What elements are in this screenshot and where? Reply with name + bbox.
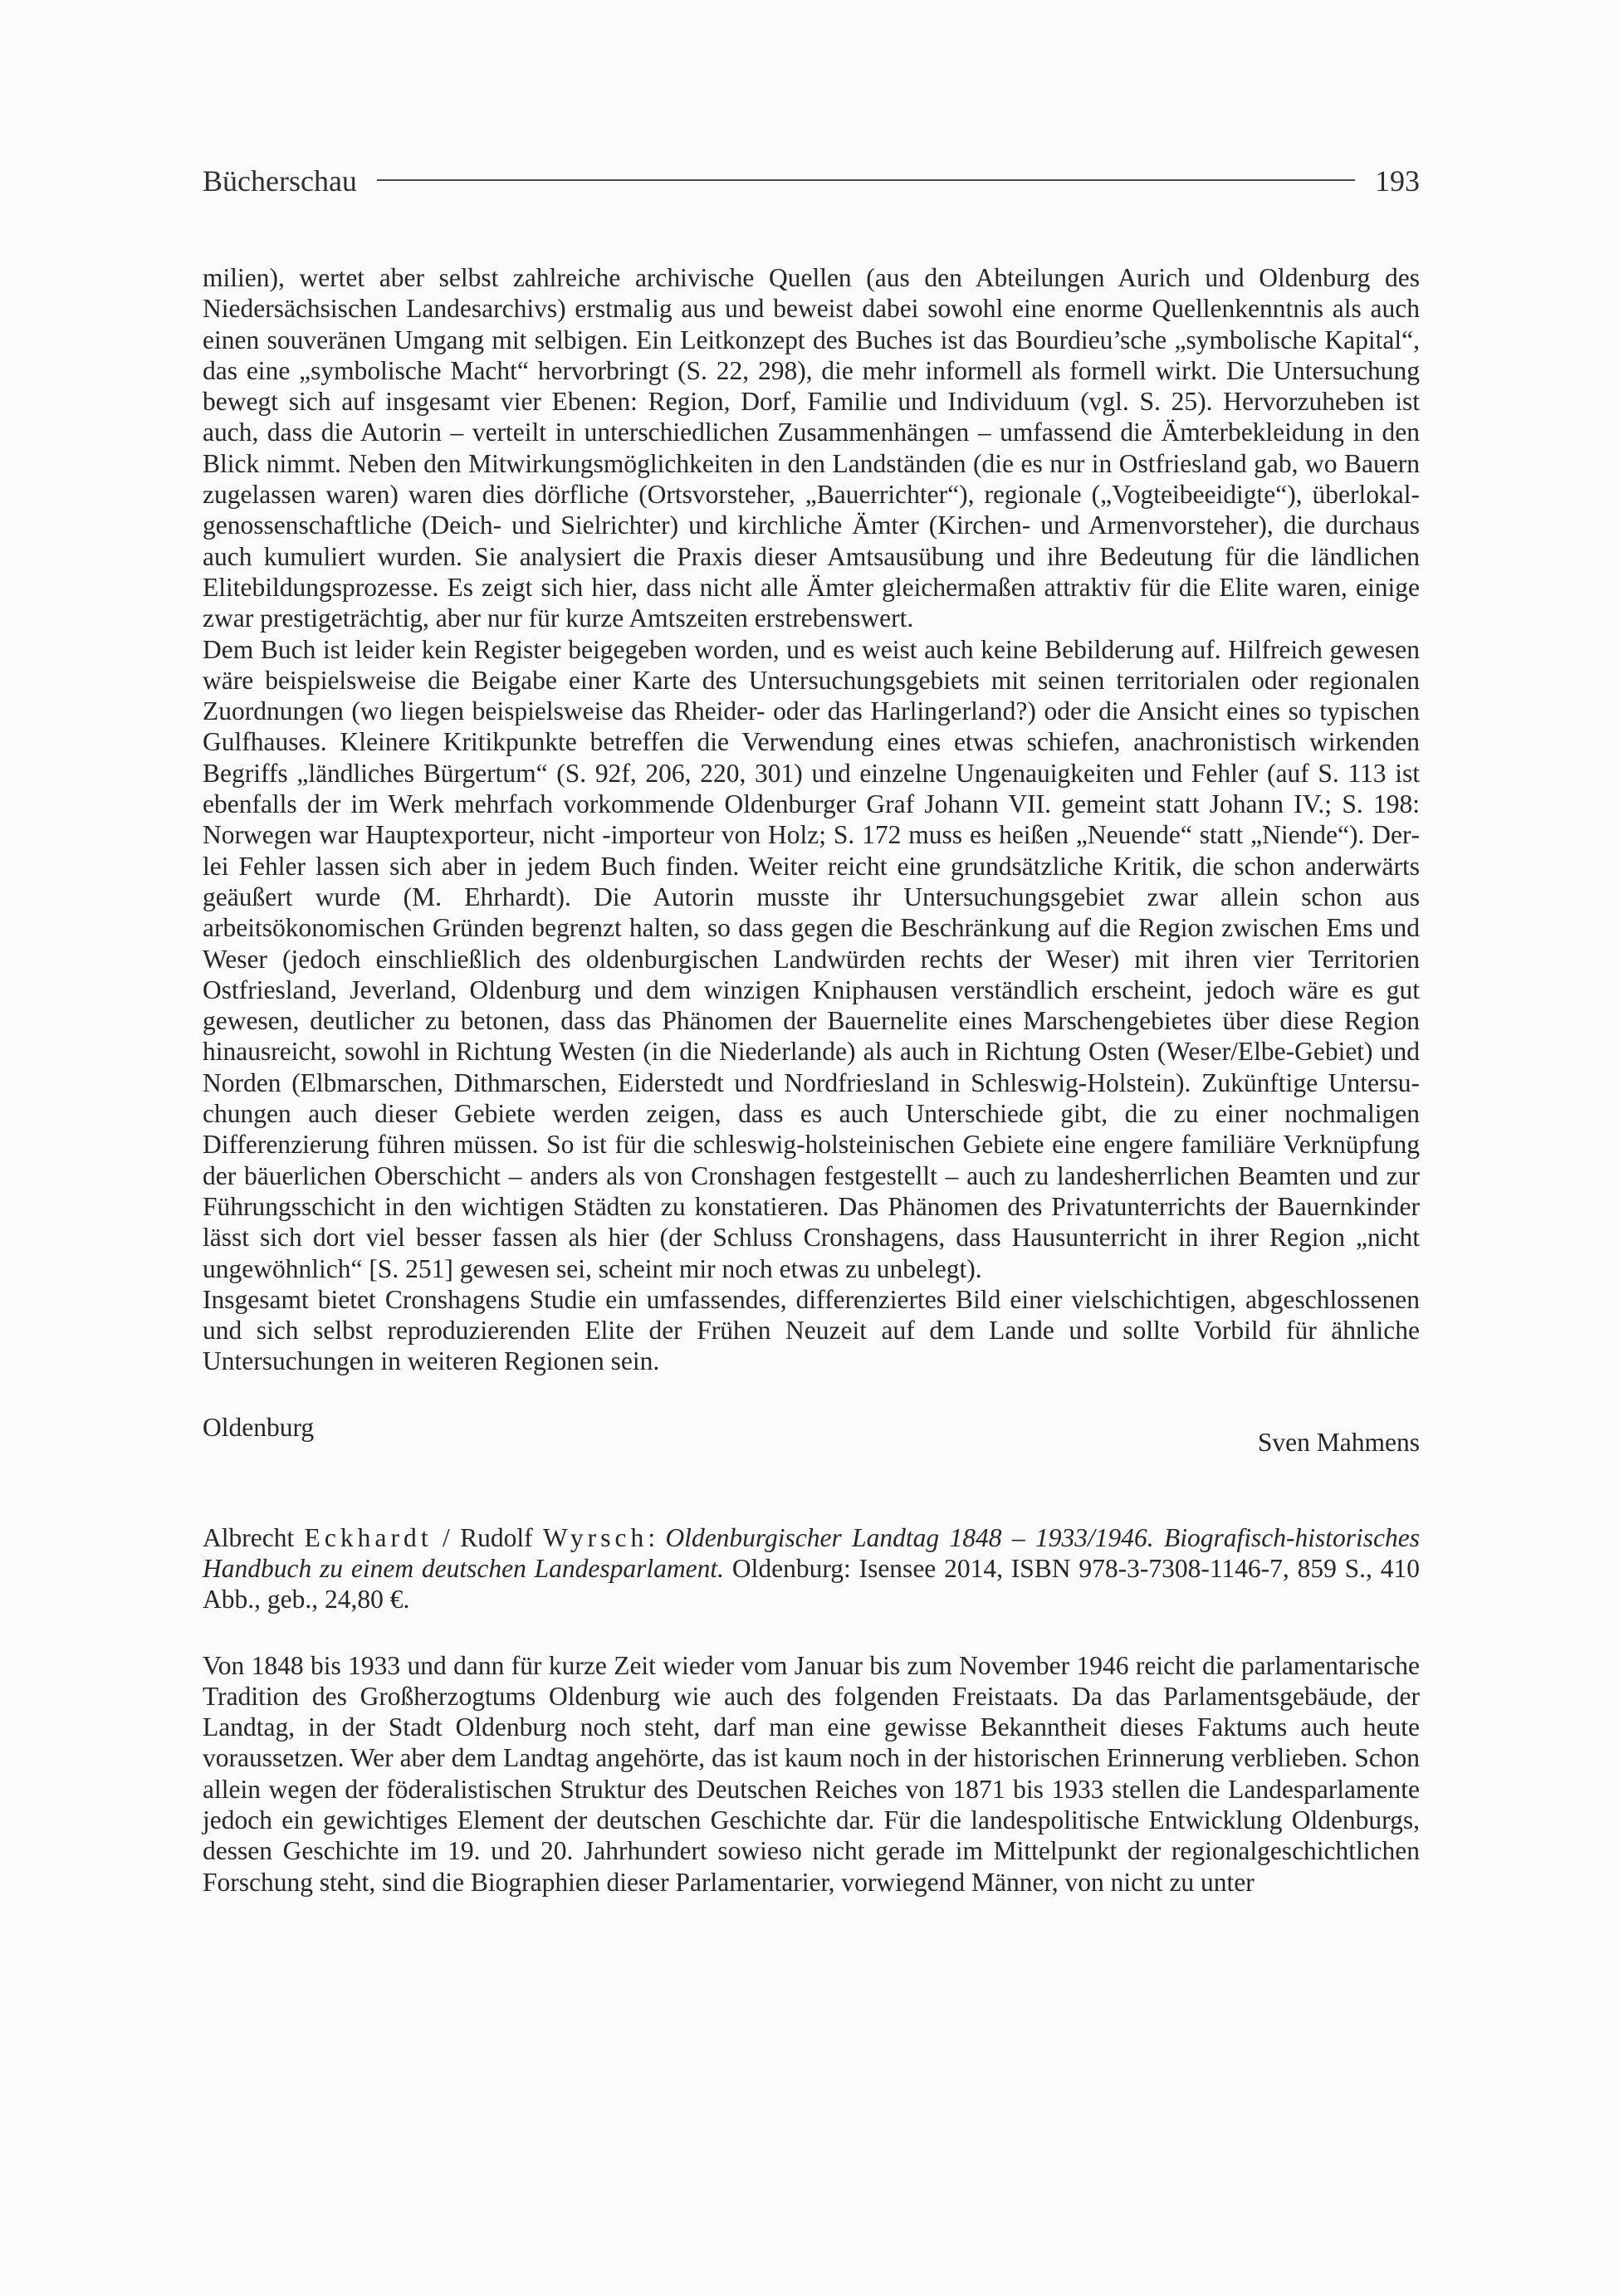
header-rule bbox=[377, 179, 1355, 181]
author2-first: Rudolf bbox=[460, 1522, 533, 1552]
reference-colon: : bbox=[648, 1522, 666, 1552]
review-one-paragraph-3: Insgesamt bietet Cronshagens Studie ein umfassendes, differenziertes Bild einer vielschichtigen, abgeschlossenen und sich selbst reproduzierenden Elite der Frühen Neuzeit auf dem Lande und sollte Vorbild für ähnliche Untersuchungen in weiteren Regionen sein. bbox=[203, 1284, 1420, 1376]
reviewer-name: Sven Mahmens bbox=[1257, 1427, 1420, 1457]
review-one-paragraph-2: Dem Buch ist leider kein Register beigegeben worden, und es weist auch keine Bebilderung auf. Hilfreich gewesen wäre beispielsweise die Beigabe einer Karte des Untersuchungsgebiets mit seinen territorialen oder regionalen Zuordnungen (wo liegen beispielsweise das Rheider- oder das Harlingerland?) oder die Ansicht eines so typischen Gulfhauses. Kleinere Kritikpunkte betreffen die Verwendung eines etwas schiefen, anachronistisch wirkenden Begriffs „ländliches Bürgertum“ (S. 92f, 206, 220, 301) und einzelne Ungenauigkeiten und Fehler (auf S. 113 ist ebenfalls der im Werk mehrfach vorkommende Oldenburger Graf Johann VII. gemeint statt Johann IV.; S. 198: Norwegen war Hauptexporteur, nicht -importeur von Holz; S. 172 muss es heißen „Neuende“ statt „Niende“). Derlei Fehler lassen sich aber in jedem Buch finden. Weiter reicht eine grundsätzliche Kritik, die schon anderwärts geäußert wurde (M. Ehrhardt). Die Autorin musste ihr Untersuchungsgebiet zwar allein schon aus arbeitsökonomischen Gründen begrenzt halten, so dass gegen die Beschränkung auf die Region zwischen Ems und Weser (jedoch einschließlich des oldenburgischen Landwürden rechts der Weser) mit ihren vier Territorien Ostfriesland, Jeverland, Oldenburg und dem winzigen Kniphausen verständlich erscheint, jedoch wäre es gut gewesen, deutlicher zu betonen, dass das Phänomen der Bauernelite eines Marschengebietes über diese Region hinausreicht, sowohl in Richtung Westen (in die Niederlande) als auch in Richtung Osten (Weser/Elbe-Gebiet) und Norden (Elbmarschen, Dithmarschen, Eiderstedt und Nordfriesland in Schleswig-Holstein). Zukünftige Untersuchungen auch dieser Gebiete werden zeigen, dass es auch Unterschiede gibt, die zu einer nochmaligen Differenzierung führen müssen. So ist für die schleswig-holsteinischen Gebiete eine engere familiäre Verknüpfung der bäuerlichen Oberschicht – anders als von Cronshagen festgestellt – auch zu landesherrlichen Beamten und zur Führungsschicht in den wichtigen Städten zu konstatieren. Das Phänomen des Privatunterrichts der Bauernkinder lässt sich dort viel besser fassen als hier (der Schluss Cronshagens, dass Hausunterricht in ihrer Region „nicht ungewöhnlich“ [S. 251] gewesen sei, scheint mir noch etwas zu unbelegt). bbox=[203, 634, 1420, 1283]
author-separator: / bbox=[432, 1522, 461, 1552]
book-reference bbox=[203, 1522, 1420, 1615]
author2-surname: Wyrsch bbox=[543, 1522, 648, 1552]
review-place: Oldenburg bbox=[203, 1412, 315, 1442]
author1-surname: Eckhardt bbox=[304, 1522, 433, 1552]
review-two bbox=[203, 1650, 1420, 1898]
section-title: Bücherschau bbox=[203, 164, 357, 198]
author1-first: Albrecht bbox=[203, 1522, 295, 1552]
review-two-paragraph-1: Von 1848 bis 1933 und dann für kurze Zeit wieder vom Januar bis zum November 1946 reicht die parlamentarische Tradition des Großherzogtums Oldenburg wie auch des folgenden Freistaats. Da das Parlamentsgebäude, der Landtag, in der Stadt Oldenburg noch steht, darf man eine gewisse Bekanntheit dieses Faktums auch heute voraussetzen. Wer aber dem Landtag angehörte, das ist kaum noch in der historischen Erinnerung verblieben. Schon allein wegen der föderalistischen Struktur des Deutschen Reiches von 1871 bis 1933 stellen die Landesparlamente jedoch ein gewichtiges Element der deutschen Geschichte dar. Für die landespolitische Entwicklung Oldenburgs, dessen Geschichte im 19. und 20. Jahrhundert sowieso nicht gerade im Mittelpunkt der regionalgeschichtlichen Forschung steht, sind die Biographien dieser Parlamentarier, vorwiegend Männer, von nicht zu unter bbox=[203, 1650, 1420, 1897]
review-one bbox=[203, 262, 1420, 1377]
book-details: Oldenburg: Isensee 2014, ISBN 978-3-7308-1146-7, 859 S., 410 Abb., geb., 24,80 €. bbox=[203, 1553, 1420, 1615]
book-title: Oldenburgischer Landtag 1848 – 1933/1946. Biografisch-historisches Handbuch zu einem deutschen Landesparlament. bbox=[203, 1522, 1420, 1583]
review-one-signature bbox=[203, 1412, 1420, 1457]
book-page bbox=[203, 163, 1420, 1898]
review-one-paragraph-1: milien), wertet aber selbst zahlreiche archivische Quellen (aus den Abteilungen Aurich und Oldenburg des Niedersächsischen Landesarchivs) erstmalig aus und beweist dabei sowohl eine enorme Quellenkenntnis als auch einen souveränen Umgang mit selbigen. Ein Leitkonzept des Buches ist das Bourdieu’sche „symbolische Kapital“, das eine „symbolische Macht“ hervorbringt (S. 22, 298), die mehr informell als formell wirkt. Die Untersuchung bewegt sich auf insgesamt vier Ebenen: Region, Dorf, Familie und Individuum (vgl. S. 25). Hervorzuheben ist auch, dass die Autorin – verteilt in unterschiedlichen Zusammenhängen – umfassend die Ämterbekleidung in den Blick nimmt. Neben den Mitwirkungsmöglichkeiten in den Landständen (die es nur in Ostfriesland gab, wo Bauern zugelassen waren) waren dies dörfliche (Ortsvorsteher, „Bauerrichter“), regionale („Vogteibeeidigte“), überlokal-genossenschaftliche (Deich- und Sielrichter) und kirchliche Ämter (Kirchen- und Armenvorsteher), die durchaus auch kumuliert wurden. Sie analysiert die Praxis dieser Amtsausübung und ihre Bedeutung für die ländlichen Elitebildungsprozesse. Es zeigt sich hier, dass nicht alle Ämter gleichermaßen attraktiv für die Elite waren, einige zwar prestigeträchtig, aber nur für kurze Amtszeiten erstrebenswert. bbox=[203, 263, 1420, 633]
running-header bbox=[203, 163, 1420, 199]
page-number: 193 bbox=[1375, 164, 1420, 198]
